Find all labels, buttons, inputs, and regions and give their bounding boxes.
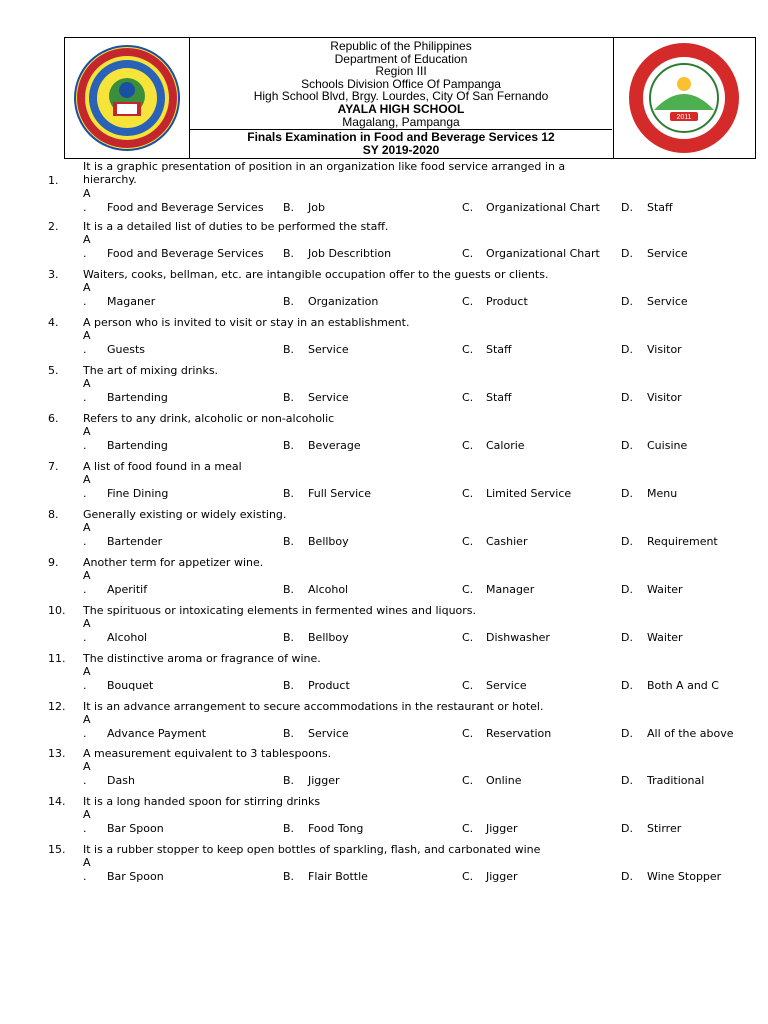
option-c-text: Manager [486,583,535,596]
option-c-label: C. [462,201,474,214]
question-number: 8. [48,508,59,521]
question-item [0,364,768,408]
school-year: SY 2019-2020 [362,142,440,157]
option-c-text: Cashier [486,535,528,548]
option-a-text: Bar Spoon [107,870,164,883]
option-a-dot: . [83,343,87,356]
option-d-text: Staff [647,201,673,214]
question-number: 3. [48,268,59,281]
option-a-letter: A [83,808,91,821]
option-c-text: Online [486,774,522,787]
option-c-text: Staff [486,343,512,356]
option-a-letter: A [83,713,91,726]
question-stem: The art of mixing drinks. [83,364,219,377]
option-a-letter: A [83,521,91,534]
option-b-text: Jigger [308,774,340,787]
option-d-label: D. [621,247,633,260]
option-b-text: Bellboy [308,631,349,644]
option-a-letter: A [83,856,91,869]
option-b-text: Product [308,679,350,692]
option-a-text: Alcohol [107,631,148,644]
school-location: Magalang, Pampanga [342,114,460,129]
option-a-dot: . [83,774,87,787]
deped-seal-icon [65,38,189,158]
question-stem: Refers to any drink, alcoholic or non-alcoholic [83,412,335,425]
option-a-dot: . [83,247,87,260]
option-c-text: Limited Service [486,487,572,500]
option-a-dot: . [83,679,87,692]
option-a-dot: . [83,822,87,835]
option-d-label: D. [621,343,633,356]
option-a-letter: A [83,187,91,200]
option-d-text: Waiter [647,631,683,644]
option-a-letter: A [83,665,91,678]
option-b-label: B. [283,535,295,548]
option-a-text: Food and Beverage Services [107,201,264,214]
option-c-label: C. [462,487,474,500]
option-c-text: Organizational Chart [486,201,600,214]
option-a-text: Bartending [107,391,168,404]
question-item [0,268,768,312]
option-d-label: D. [621,535,633,548]
option-d-label: D. [621,870,633,883]
option-a-text: Dash [107,774,135,787]
question-item [0,556,768,600]
question-item [0,652,768,696]
option-d-text: Requirement [647,535,718,548]
option-c-label: C. [462,343,474,356]
option-c-text: Calorie [486,439,525,452]
option-a-text: Fine Dining [107,487,169,500]
ayala-seal-icon [614,38,754,158]
question-item [0,700,768,744]
option-c-text: Dishwasher [486,631,550,644]
option-b-text: Food Tong [308,822,364,835]
option-c-label: C. [462,391,474,404]
header-line-department: Department of Education [334,51,468,66]
question-stem: A measurement equivalent to 3 tablespoons. [83,747,332,760]
option-b-text: Alcohol [308,583,349,596]
option-b-label: B. [283,487,295,500]
option-a-dot: . [83,201,87,214]
option-a-dot: . [83,631,87,644]
option-a-letter: A [83,473,91,486]
school-name: AYALA HIGH SCHOOL [337,101,465,116]
option-a-dot: . [83,727,87,740]
question-number: 5. [48,364,59,377]
option-b-text: Service [308,727,349,740]
option-c-label: C. [462,774,474,787]
option-a-letter: A [83,617,91,630]
option-a-letter: A [83,377,91,390]
option-b-text: Job Describtion [308,247,392,260]
exam-title: Finals Examination in Food and Beverage Services 12 [247,130,555,144]
option-c-label: C. [462,727,474,740]
option-c-text: Staff [486,391,512,404]
option-d-label: D. [621,774,633,787]
exam-title-box [190,129,612,160]
question-number: 12. [48,700,66,713]
option-b-text: Organization [308,295,379,308]
ayala-seal-year: 2011 [676,114,692,121]
header-line-division: Schools Division Office Of Pampanga [301,76,501,91]
option-d-text: Menu [647,487,678,500]
option-b-text: Flair Bottle [308,870,368,883]
option-b-label: B. [283,295,295,308]
option-c-label: C. [462,870,474,883]
option-b-text: Job [308,201,325,214]
question-stem: Generally existing or widely existing. [83,508,287,521]
option-c-label: C. [462,247,474,260]
option-d-text: All of the above [647,727,734,740]
option-a-dot: . [83,439,87,452]
option-b-label: B. [283,439,295,452]
question-item [0,316,768,360]
question-stem: A list of food found in a meal [83,460,242,473]
header-line-region: Region III [375,64,427,79]
option-d-text: Service [647,247,688,260]
option-a-text: Bar Spoon [107,822,164,835]
option-b-text: Service [308,391,349,404]
question-number: 13. [48,747,66,760]
question-item [0,220,768,264]
option-c-label: C. [462,822,474,835]
question-stem: Another term for appetizer wine. [83,556,264,569]
question-item [0,508,768,552]
option-a-letter: A [83,329,91,342]
question-item [0,843,768,887]
option-a-dot: . [83,870,87,883]
option-d-label: D. [621,391,633,404]
option-c-label: C. [462,679,474,692]
option-c-text: Service [486,679,527,692]
option-a-text: Aperitif [107,583,148,596]
option-c-label: C. [462,583,474,596]
question-number: 2. [48,220,59,233]
option-b-label: B. [283,583,295,596]
option-a-letter: A [83,281,91,294]
option-a-dot: . [83,391,87,404]
question-number: 4. [48,316,59,329]
option-d-label: D. [621,822,633,835]
option-b-text: Full Service [308,487,371,500]
option-c-text: Jigger [486,822,518,835]
question-stem: It is a long handed spoon for stirring drinks [83,795,321,808]
option-c-label: C. [462,295,474,308]
option-b-label: B. [283,727,295,740]
option-d-label: D. [621,439,633,452]
option-a-letter: A [83,760,91,773]
option-b-label: B. [283,774,295,787]
option-a-letter: A [83,425,91,438]
option-b-label: B. [283,679,295,692]
option-d-text: Waiter [647,583,683,596]
option-d-text: Visitor [647,391,682,404]
option-b-label: B. [283,247,295,260]
option-a-text: Guests [107,343,146,356]
option-a-text: Advance Payment [107,727,207,740]
question-stem: A person who is invited to visit or stay in an establishment. [83,316,410,329]
question-number: 7. [48,460,59,473]
option-c-text: Reservation [486,727,552,740]
question-item [0,160,768,216]
option-d-label: D. [621,679,633,692]
question-number: 9. [48,556,59,569]
option-d-label: D. [621,295,633,308]
question-number: 15. [48,843,66,856]
option-d-label: D. [621,201,633,214]
option-a-text: Bartending [107,439,168,452]
question-stem: It is an advance arrangement to secure accommodations in the restaurant or hotel. [83,700,544,713]
question-number: 1. [48,174,59,187]
option-d-label: D. [621,487,633,500]
question-stem: Waiters, cooks, bellman, etc. are intangible occupation offer to the guests or clients. [83,268,549,281]
question-number: 11. [48,652,66,665]
option-d-text: Cuisine [647,439,688,452]
option-d-text: Wine Stopper [647,870,722,883]
header-line-republic: Republic of the Philippines [330,39,472,53]
school-logo-cell [613,38,754,158]
option-c-label: C. [462,439,474,452]
question-stem: It is a rubber stopper to keep open bottles of sparkling, flash, and carbonated wine [83,843,541,856]
question-stem: It is a graphic presentation of position in an organization like food service arranged in a hierarchy. [83,160,566,186]
option-b-label: B. [283,870,295,883]
option-a-text: Maganer [107,295,156,308]
question-item [0,747,768,791]
option-d-text: Service [647,295,688,308]
option-b-label: B. [283,201,295,214]
option-a-dot: . [83,295,87,308]
option-a-text: Bouquet [107,679,154,692]
option-d-label: D. [621,727,633,740]
question-number: 10. [48,604,66,617]
question-item [0,795,768,839]
option-a-text: Bartender [107,535,163,548]
option-d-text: Both A and C [647,679,719,692]
question-stem: The spirituous or intoxicating elements in fermented wines and liquors. [83,604,477,617]
option-b-label: B. [283,391,295,404]
option-d-text: Stirrer [647,822,682,835]
deped-logo-cell [65,38,190,158]
question-item [0,604,768,648]
option-b-text: Beverage [308,439,361,452]
option-b-text: Bellboy [308,535,349,548]
option-a-text: Food and Beverage Services [107,247,264,260]
header-line-address: High School Blvd, Brgy. Lourdes, City Of San Fernando [253,89,549,104]
option-b-label: B. [283,343,295,356]
option-d-text: Visitor [647,343,682,356]
option-b-label: B. [283,631,295,644]
option-a-dot: . [83,583,87,596]
question-item [0,460,768,504]
question-number: 14. [48,795,66,808]
option-b-label: B. [283,822,295,835]
question-stem: The distinctive aroma or fragrance of wine. [83,652,321,665]
option-a-letter: A [83,233,91,246]
question-stem: It is a a detailed list of duties to be performed the staff. [83,220,389,233]
option-b-text: Service [308,343,349,356]
option-a-dot: . [83,535,87,548]
option-d-text: Traditional [647,774,705,787]
option-c-text: Product [486,295,528,308]
option-c-label: C. [462,535,474,548]
option-a-dot: . [83,487,87,500]
question-item [0,412,768,456]
option-c-text: Jigger [486,870,518,883]
option-c-text: Organizational Chart [486,247,600,260]
option-a-letter: A [83,569,91,582]
option-c-label: C. [462,631,474,644]
option-d-label: D. [621,583,633,596]
question-number: 6. [48,412,59,425]
option-d-label: D. [621,631,633,644]
exam-header [64,37,756,159]
header-title-block [190,38,612,158]
